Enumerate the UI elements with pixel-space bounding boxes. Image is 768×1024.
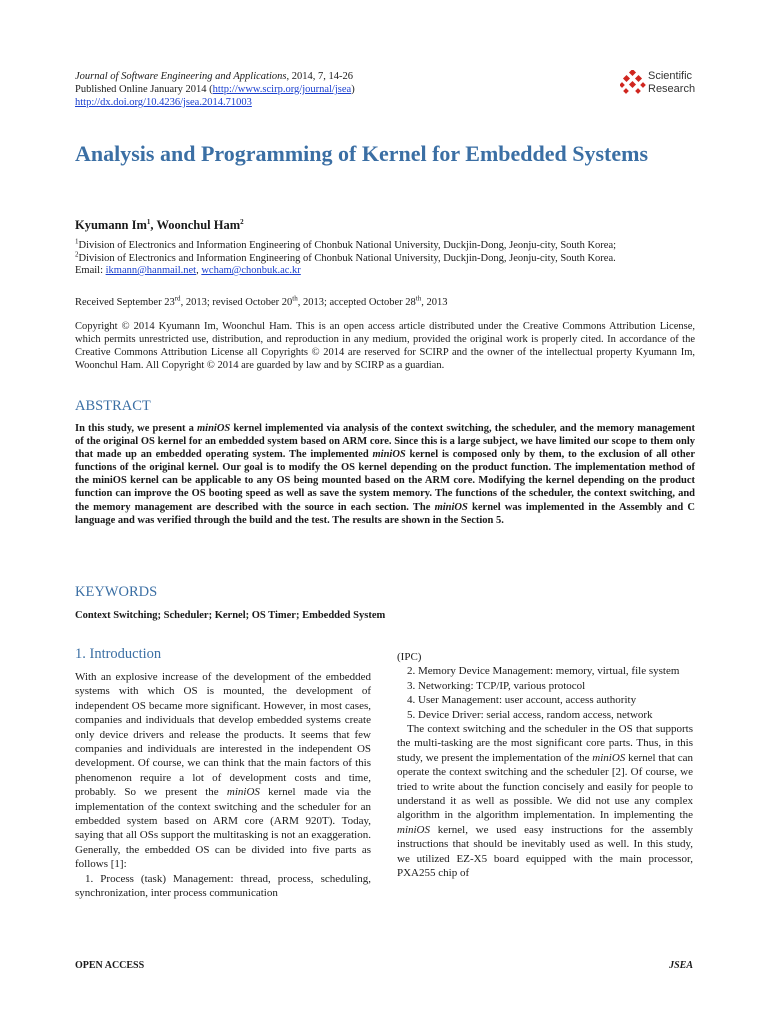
intro-heading: 1. Introduction <box>75 646 162 662</box>
paper-title: Analysis and Programming of Kernel for Embedded Systems <box>75 141 649 166</box>
abstract-italic-1: miniOS <box>196 423 231 434</box>
intro-paragraph-1 <box>75 670 371 872</box>
abstract-part-1: In this study, we present a <box>75 423 197 434</box>
affiliations <box>75 237 700 278</box>
abstract-part-4: kernel was implemented in the Assembly and C language and was verified through the build and the test. The results are shown in the Section 5. <box>75 501 695 526</box>
keywords-heading: KEYWORDS <box>75 584 158 600</box>
author-1-sup: 1 <box>146 217 151 226</box>
footer-open-access: OPEN ACCESS <box>75 960 145 971</box>
authors <box>75 218 244 233</box>
intro-p2-part-a: The context switching and the scheduler in the OS that supports the multi-tasking are the most significant core parts. Thus, in this study, we present the implementation of the <box>397 723 693 764</box>
received-sup-2: th <box>292 294 298 303</box>
intro-p2-part-c: kernel, we used easy instructions for the assembly instructions that should be inevitably used as well. In this study, we utilized EZ-X5 board equipped with the main processor, PXA255 chip of <box>397 823 693 880</box>
received-sup-3: th <box>415 294 422 303</box>
affil-1-sup: 1 <box>75 237 79 246</box>
logo-mark-icon <box>620 70 646 98</box>
email-label: Email: <box>75 265 106 276</box>
abstract-heading: ABSTRACT <box>75 398 151 414</box>
abstract-italic-2: miniOS <box>372 449 406 461</box>
journal-url-link[interactable]: http://www.scirp.org/journal/jsea <box>212 84 352 95</box>
keywords-list: Context Switching; Scheduler; Kernel; OS Timer; Embedded System <box>75 610 386 621</box>
journal-header <box>75 70 595 109</box>
copyright-notice: Copyright © 2014 Kyumann Im, Woonchul Ham. This is an open access article distributed under the Creative Commons Attribution License, which permits unrestricted use, distribution, and reproduction in any medium, provided the original work is properly cited. In accordance of the Creative Commons Attribution License all Copyrights © 2014 are reserved for SCIRP and the owner of the intellectual property Kyumann Im, Woonchul Ham. All Copyright © 2014 are guarded by law and by SCIRP as a guardian. <box>75 321 695 371</box>
received-dates <box>75 294 448 308</box>
author-1: Kyumann Im <box>75 218 147 232</box>
footer-journal-abbr: JSEA <box>669 960 693 971</box>
intro-p2-italic-2: miniOS <box>397 823 430 836</box>
list-item-4: 4. User Management: user account, access authority <box>407 694 637 707</box>
affiliation-2: Division of Electronics and Information Engineering of Chonbuk National University, Duckjin-Dong, Jeonju-city, South Korea. <box>78 252 616 264</box>
list-item-3: 3. Networking: TCP/IP, various protocol <box>407 679 586 692</box>
abstract-italic-3: miniOS <box>434 501 468 513</box>
list-item-1-cont: (IPC) <box>397 651 422 663</box>
received-text-1: Received September 23 <box>75 297 175 308</box>
doi-link[interactable]: http://dx.doi.org/10.4236/jsea.2014.71003 <box>75 97 252 108</box>
list-item-2: 2. Memory Device Management: memory, virtual, file system <box>407 665 680 678</box>
author-sep: , <box>150 218 157 232</box>
journal-volume: , 2014, 7, 14-26 <box>286 71 353 82</box>
author-2-sup: 2 <box>240 217 244 226</box>
published-text: Published Online January 2014 ( <box>75 84 213 95</box>
received-sup-1: rd <box>174 294 181 303</box>
intro-p2-italic-1: miniOS <box>592 751 626 764</box>
received-text-3: , 2013; accepted October 28 <box>297 297 416 308</box>
left-column <box>75 670 371 901</box>
intro-p1-part-a: With an explosive increase of the development of the embedded systems with which OS is mounted, the development of independent OS became more significant. However, in most cases, companies and individuals that develop embedded systems create only device drivers and release the products. It seems that few companies and individuals are interested in the independent OS development. Of course, we can think that the main factors of this phenomenon require a lot of development costs and time, probably. So we present the <box>75 671 371 799</box>
author-2: Woonchul Ham <box>156 218 241 232</box>
intro-p1-italic: miniOS <box>226 786 260 799</box>
received-text-4: , 2013 <box>421 297 448 308</box>
abstract-part-2: kernel implemented via analysis of the context switching, the scheduler, and the memory management of the original OS kernel for an embedded system based on ARM core. Since this is a large subject, we have limited our scope to them only that made up an embedded operating system. The implemented <box>75 423 695 461</box>
abstract-text <box>75 422 695 527</box>
logo-line-2: Research <box>648 83 696 95</box>
intro-p2-part-b: kernel that can operate the context switching and the scheduler [2]. Of course, we tried to write about the function concisely and easily for people to understand it as well as possible. We did not use any complex algorithm in the algorithm implementation. In implementing the <box>397 751 694 822</box>
list-item-1: 1. Process (task) Management: thread, process, scheduling, synchronization, inter process communication <box>75 872 371 900</box>
intro-p1-part-b: kernel made via the implementation of the context switching and the scheduler for an embedded system based on ARM core (ARM 920T). Today, saying that all OSs support the multitasking is not an exaggeration. Generally, the embedded OS can be divided into five parts as follows [1]: <box>75 786 371 871</box>
email-sep: , <box>196 265 202 276</box>
email-link-2[interactable]: wcham@chonbuk.ac.kr <box>201 265 301 276</box>
right-column <box>397 650 693 881</box>
abstract-part-3: kernel is composed only by them, to the exclusion of all other functions of the original kernel. Our goal is to modify the OS kernel depending on the product function. The implementation method of the miniOS kernel can be applicable to any OS being mounted based on the ARM core. Modifying the kernel depending on the product function can improve the OS booting speed as well as save the system memory. The functions of the scheduler, the context switching, and the memory management are described with the source in each section. The <box>75 449 696 513</box>
affil-2-sup: 2 <box>75 250 79 258</box>
received-text-2: , 2013; revised October 20 <box>180 297 293 308</box>
list-item-5: 5. Device Driver: serial access, random access, network <box>407 708 653 721</box>
affiliation-1: Division of Electronics and Information Engineering of Chonbuk National University, Duckjin-Dong, Jeonju-city, South Korea; <box>78 240 617 251</box>
email-link-1[interactable]: ikmann@hanmail.net <box>105 265 197 276</box>
logo-line-1: Scientific <box>648 70 693 82</box>
intro-paragraph-2 <box>397 722 693 880</box>
scientific-research-logo <box>620 70 710 102</box>
journal-name: Journal of Software Engineering and Applications <box>75 71 287 82</box>
published-suffix: ) <box>351 84 355 95</box>
